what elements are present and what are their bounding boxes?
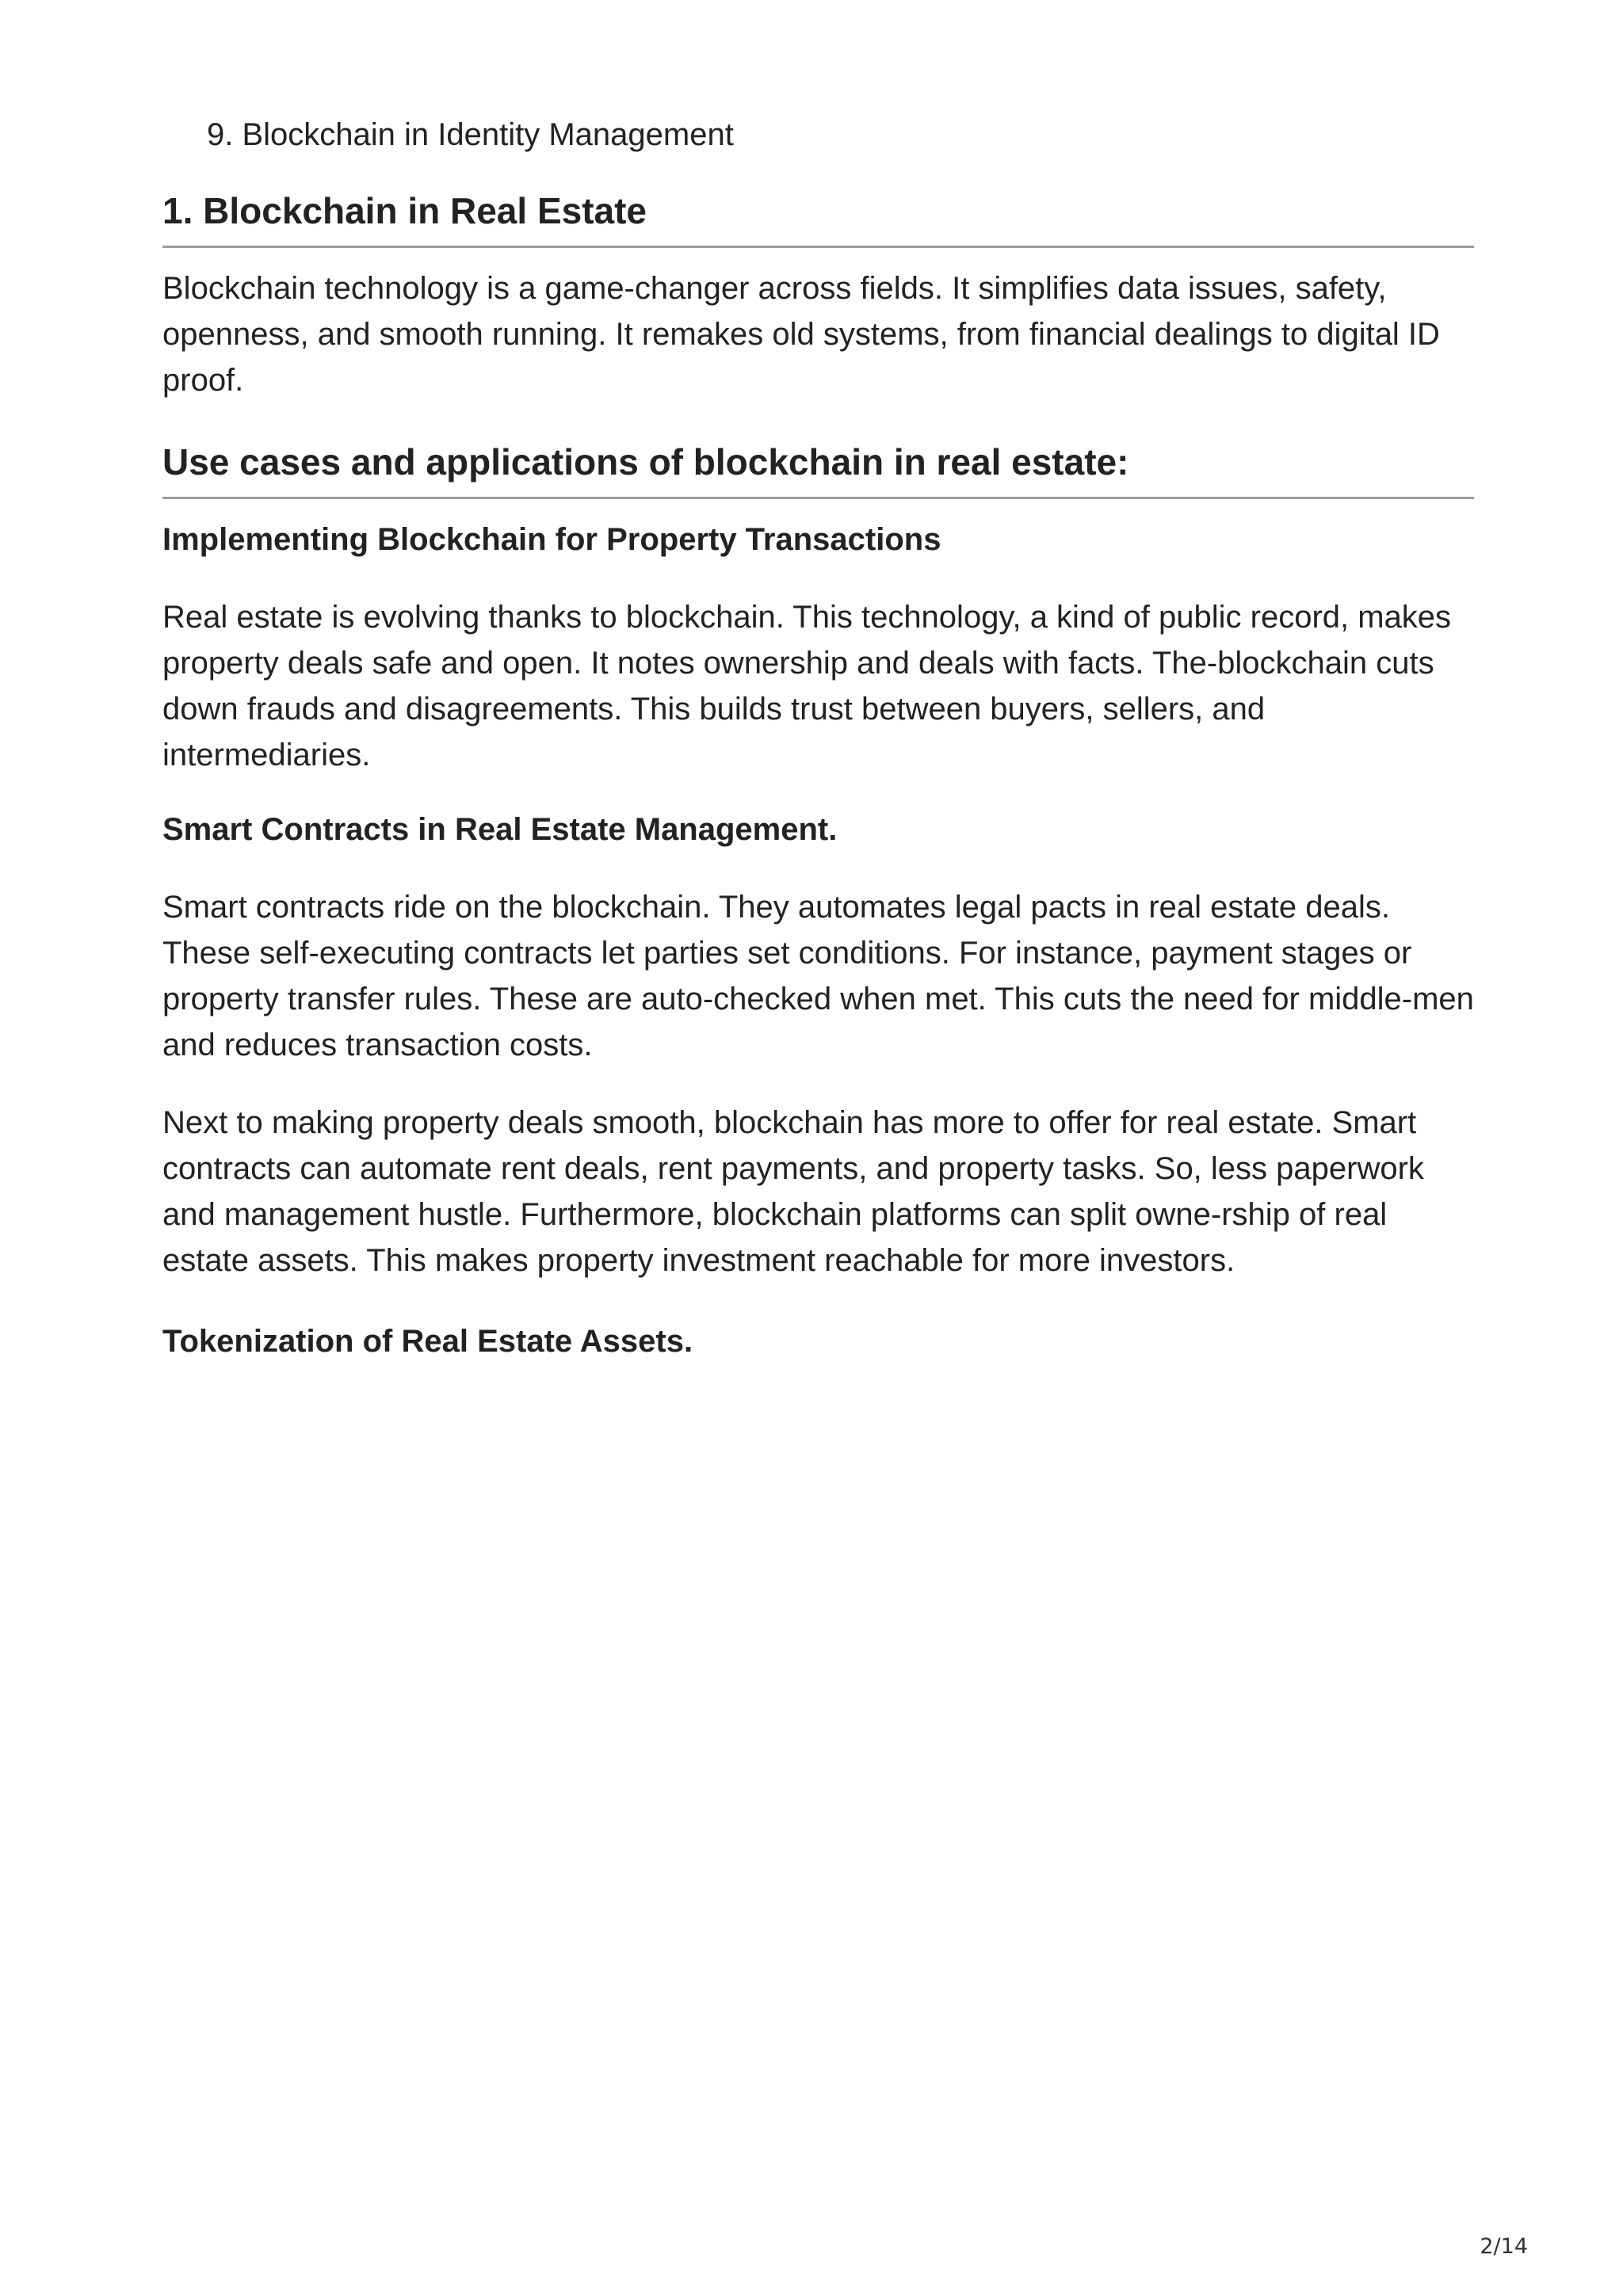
paragraph-smart-contracts: Smart contracts ride on the blockchain. They automates legal pacts in real estate deals. These self-executing contracts let parties set conditions. For instance, payment stages or property transfer rules. These are auto-checked when met. This cuts the need for middle-men and reduces transaction costs. <box>162 890 1474 1062</box>
intro-paragraph: Blockchain technology is a game-changer across fields. It simplifies data issues, safety, openness, and smooth running. It remakes old systems, from financial dealings to digital ID proof. <box>162 271 1440 398</box>
page-number: 2/14 <box>1480 2234 1528 2259</box>
section-heading-real-estate: 1. Blockchain in Real Estate <box>162 187 1474 248</box>
paragraph-property-transactions: Real estate is evolving thanks to blockchain. This technology, a kind of public record, makes property deals safe and open. It notes ownership and deals with facts. The-blockchain cuts down frauds and disagreements. This builds trust between buyers, sellers, and intermediaries. <box>162 600 1452 772</box>
list-item: 9. Blockchain in Identity Management <box>207 117 734 152</box>
section-heading-use-cases: Use cases and applications of blockchain in real estate: <box>162 438 1474 499</box>
subheading-smart-contracts: Smart Contracts in Real Estate Management. <box>162 812 838 847</box>
paragraph-more-benefits: Next to making property deals smooth, blockchain has more to offer for real estate. Smart contracts can automate rent deals, rent payments, and property tasks. So, less paperwork and management hustle. Furthermore, blockchain platforms can split owne-rship of real estate assets. This makes property investment reachable for more investors. <box>162 1105 1424 1278</box>
subheading-tokenization: Tokenization of Real Estate Assets. <box>162 1324 693 1359</box>
document-page <box>162 103 1474 1364</box>
subheading-property-transactions: Implementing Blockchain for Property Transactions <box>162 522 941 557</box>
